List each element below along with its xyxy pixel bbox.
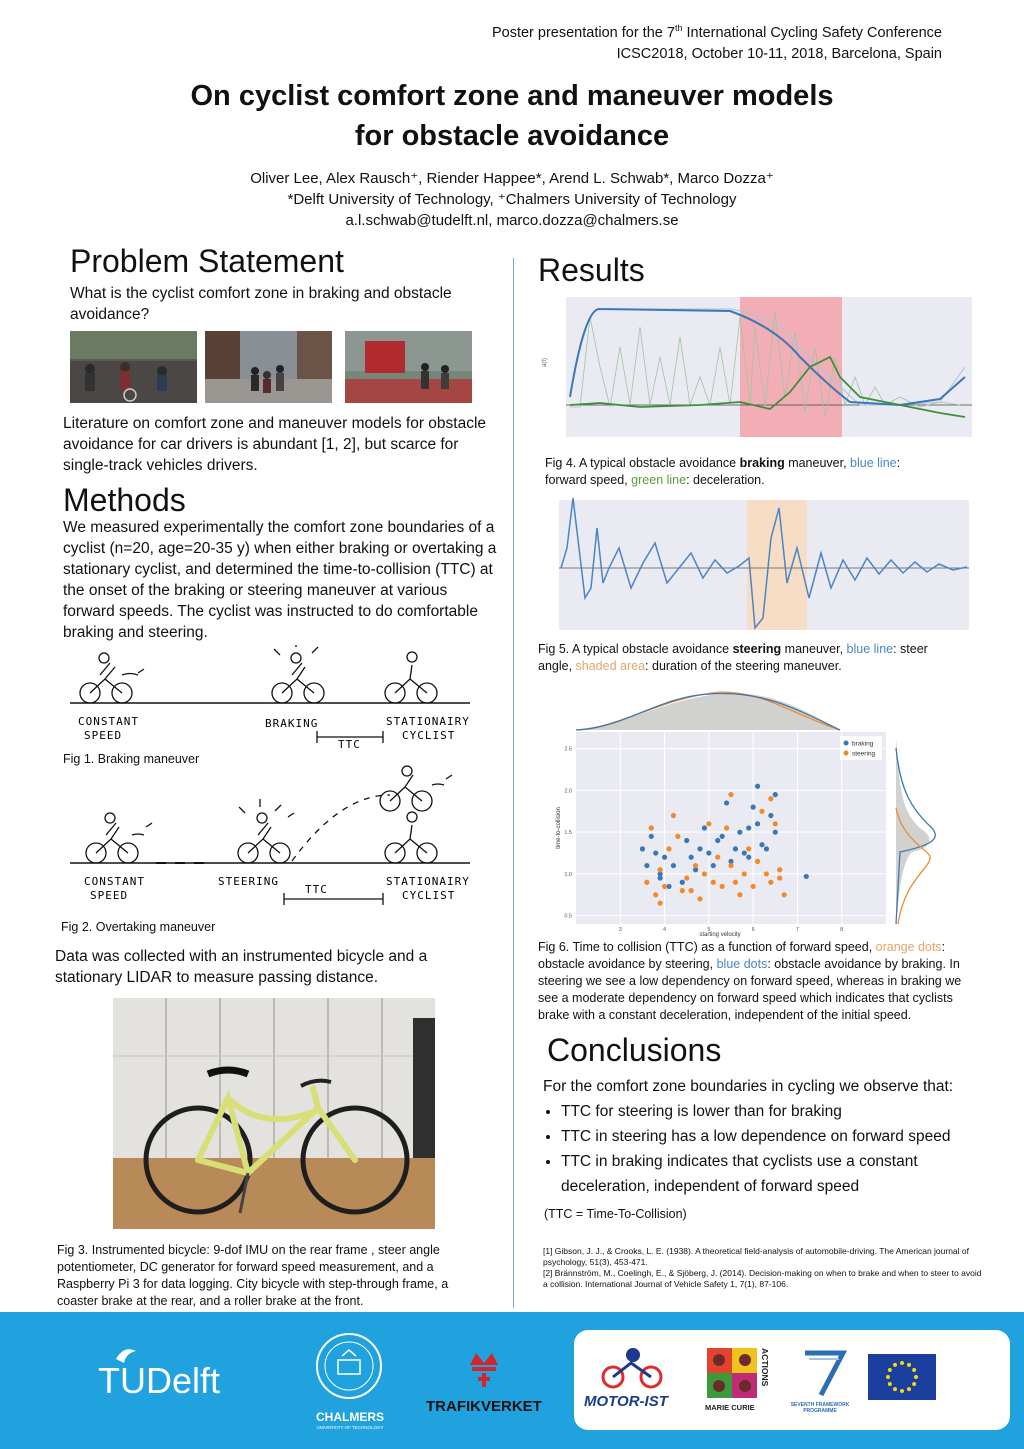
fig6-point-braking [733,846,738,851]
svg-text:a(t): a(t) [542,358,548,367]
fig1-label-stationary: STATIONAIRY [386,715,470,728]
fig1-label-ttc: TTC [338,738,361,750]
fig6-point-steering [671,813,676,818]
street-photo-1 [70,331,197,403]
fig6-legend-braking: braking [852,740,874,748]
fig6-point-braking [666,884,671,889]
actions-wordmark: ACTIONS [760,1348,770,1387]
fig6-point-braking [684,838,689,843]
fig6-right-kde [896,738,929,924]
fig6-point-braking [653,850,658,855]
fig6-point-braking [715,838,720,843]
poster-title: On cyclist comfort zone and maneuver models for obstacle avoidance [190,80,834,152]
marie-curie-wordmark: MARIE CURIE [705,1403,755,1412]
fig1-braking-sketch [60,645,480,750]
fig6-ytick-label: 2.0 [564,788,572,795]
methods-text: We measured experimentally the comfort zone boundaries of a cyclist (n=20, age=20-35 y) when either braking or overtaking a stationary cyclist, and determined the time-to-collision (TTC) at the onset of the braking or steering maneuver at various forward speeds. The cyclist was instructed to do comfortable braking and steering. [63,519,497,641]
fig6-point-steering [684,875,689,880]
fig6-point-steering [751,884,756,889]
conclusions-intro: For the comfort zone boundaries in cycling we observe that: [543,1078,954,1095]
conclusions-list [543,1099,971,1199]
fig6-point-steering [742,871,747,876]
fig6-xtick-label: 4 [663,927,667,933]
fig3-caption: Fig 3. Instrumented bicycle: 9-dof IMU on the rear frame , steer angle potentiometer, DC generator for forward speed measurement, and a Raspberry Pi 3 for data logging. City bicycle with step-through frame, a coaster brake at the rear, and a roller brake at the front. [57,1243,449,1308]
fig6-point-braking [720,834,725,839]
eu-star-icon [907,1387,911,1391]
fig6-point-steering [746,846,751,851]
fig2-label-constant: CONSTANT [84,875,145,888]
fig6-point-steering [773,821,778,826]
fig6-xtick-label: 7 [795,927,799,933]
fig6-xtick-label: 6 [751,927,755,933]
fig5-steering-shade [747,500,807,630]
fig6-point-steering [768,796,773,801]
fig2-overtaking-sketch [60,765,480,910]
fig5-steering-chart [535,488,975,638]
fig4-braking-shade [740,297,842,437]
fig6-point-steering [755,859,760,864]
eu-star-icon [912,1382,916,1386]
fig6-caption: Fig 6. Time to collision (TTC) as a function of forward speed, orange dots: obstacle avoidance by steering, blue dots: obstacle avoidance by braking. In steering we see a low dependency on forward speed, whereas in braking we see a moderate dependency on forward speed which indicates that cyclists brake with a constant deceleration, independent of the initial speed. [538,940,962,1022]
fig6-point-steering [653,892,658,897]
fig6-point-steering [728,863,733,868]
eu-star-icon [900,1389,904,1393]
eu-star-icon [888,1368,892,1372]
fig6-point-braking [662,855,667,860]
fig5-caption: Fig 5. A typical obstacle avoidance steering maneuver, blue line: steer angle, shaded area: duration of the steering maneuver. [538,642,928,673]
fig6-ytick-label: 0.5 [564,913,572,920]
column-divider [513,258,514,1308]
tudelft-wordmark: TUDelft [98,1360,221,1401]
fp7-seven-icon [795,1345,855,1400]
author-names: Oliver Lee, Alex Rausch⁺, Riender Happee*, Arend L. Schwab*, Marco Dozza⁺ [250,170,774,187]
fp7-wordmark: SEVENTH FRAMEWORK PROGRAMME [790,1402,850,1414]
fig6-point-steering [689,888,694,893]
motorist-wordmark: MOTOR-IST [584,1393,668,1410]
eu-flag-icon [868,1354,936,1400]
eu-star-icon [907,1363,911,1367]
fig6-point-braking [680,880,685,885]
fig1-label-constant: CONSTANT [78,715,139,728]
conclusion-item: • TTC for steering is lower than for braking [561,1099,971,1124]
fig1-caption: Fig 1. Braking maneuver [63,752,200,766]
fig2-label-ttc: TTC [305,883,328,896]
fig1-label-braking: BRAKING [265,717,319,730]
ttc-definition: (TTC = Time-To-Collision) [544,1207,687,1221]
fig6-plot-area [576,732,886,924]
fig6-point-braking [746,825,751,830]
fig6-xtick-label: 5 [707,927,711,933]
eu-star-icon [900,1361,904,1365]
methods-heading: Methods [63,482,186,518]
problem-question: What is the cyclist comfort zone in braking and obstacle avoidance? [70,285,452,323]
fig4-caption: Fig 4. A typical obstacle avoidance braking maneuver, blue line: forward speed, green line: deceleration. [545,456,901,487]
fig6-point-steering [693,863,698,868]
fig6-point-steering [658,901,663,906]
fig6-ytick-label: 2.5 [564,746,572,753]
fig6-legend-steering: steering [852,750,876,758]
fig6-point-braking [751,805,756,810]
fig6-point-steering [720,884,725,889]
fig2-label-speed: SPEED [90,889,129,902]
fig6-point-braking [689,855,694,860]
conclusion-item: • TTC in steering has a low dependence on forward speed [561,1124,971,1149]
fig2-label-stationary: STATIONAIRY [386,875,470,888]
fig6-point-steering [702,871,707,876]
fig1-label-speed: SPEED [84,729,123,742]
conference-note: Poster presentation for the 7th International Cycling Safety Conference ICSC2018, October 10-11, 2018, Barcelona, Spain [491,23,942,62]
street-photo-2 [205,331,332,403]
fig6-point-steering [658,867,663,872]
fig6-xtick-label: 8 [840,927,844,933]
problem-heading: Problem Statement [70,243,344,279]
fig6-point-braking [706,850,711,855]
fig6-point-steering [777,875,782,880]
fig6-point-steering [675,834,680,839]
fig6-point-steering [644,880,649,885]
fig6-point-braking [702,825,707,830]
fig6-ylabel: time-to-collision [556,807,562,849]
tudelft-logo [98,1345,248,1410]
eu-star-icon [886,1375,890,1379]
fig6-point-braking [742,850,747,855]
motorist-bike-icon [595,1345,670,1390]
fig6-point-steering [666,846,671,851]
author-emails: a.l.schwab@tudelft.nl, marco.dozza@chalmers.se [345,212,679,229]
fig6-point-steering [759,809,764,814]
author-affiliations: *Delft University of Technology, ⁺Chalmers University of Technology [287,191,737,208]
fig6-ttc-scatter [540,688,940,938]
fig6-point-braking [737,830,742,835]
fig6-point-braking [773,830,778,835]
fig6-point-braking [746,855,751,860]
fig6-point-steering [711,880,716,885]
fig1-label-cyclist: CYCLIST [402,729,456,742]
fig6-point-steering [764,871,769,876]
fig4-braking-chart [540,287,980,442]
eu-star-icon [893,1387,897,1391]
fig6-point-steering [706,821,711,826]
fig6-point-braking [724,800,729,805]
results-heading: Results [538,252,645,288]
fig6-point-braking [697,846,702,851]
chalmers-seal-icon [314,1330,384,1405]
fig6-point-braking [640,846,645,851]
fig2-label-steering: STEERING [218,875,279,888]
fig6-point-steering [728,792,733,797]
fig2-caption: Fig 2. Overtaking maneuver [61,920,216,934]
fig2-label-cyclist: CYCLIST [402,889,456,902]
eu-star-icon [914,1375,918,1379]
fig6-point-steering [724,825,729,830]
fig6-ytick-label: 1.5 [564,830,572,837]
fig6-point-braking [773,792,778,797]
fig6-point-steering [768,880,773,885]
fig6-point-steering [649,825,654,830]
marie-curie-logo [707,1348,757,1398]
fig6-point-braking [759,842,764,847]
fig6-point-braking [644,863,649,868]
fig6-point-steering [662,884,667,889]
fig6-point-steering [715,855,720,860]
fig6-point-braking [768,813,773,818]
conclusions-heading: Conclusions [547,1032,722,1068]
references [543,1246,988,1290]
fig6-point-braking [671,863,676,868]
eu-star-icon [912,1368,916,1372]
trafikverket-crown-icon [462,1345,506,1393]
fig6-point-steering [680,888,685,893]
data-collection-text: Data was collected with an instrumented bicycle and a stationary LIDAR to measure passing distance. [55,948,428,986]
eu-star-icon [893,1363,897,1367]
conclusion-item: • TTC in braking indicates that cyclists use a constant deceleration, independent of forward speed [561,1149,971,1199]
fig6-point-braking [804,874,809,879]
fig6-point-steering [782,892,787,897]
fig6-point-braking [764,846,769,851]
chalmers-wordmark: CHALMERS [316,1410,384,1424]
instrumented-bicycle-photo [113,998,435,1229]
fig6-xlabel: starting velocity [699,932,741,938]
trafikverket-wordmark: TRAFIKVERKET [426,1398,542,1415]
fig6-point-steering [697,896,702,901]
reference-2: [2] Brännström, M., Coelingh, E., & Sjöberg, J. (2014). Decision-making on when to brake and when to steer to avoid a collision. International Journal of Vehicle Safety 1, 7(1), 87-106. [543,1268,982,1289]
reference-1: [1] Gibson, J. J., & Crooks, L. E. (1938). A theoretical field-analysis of automobile-driving. The American journal of psychology, 51(3), 453-471. [543,1246,969,1267]
fig6-point-braking [649,834,654,839]
fig6-point-steering [777,867,782,872]
fig6-point-steering [733,880,738,885]
author-block [0,168,1024,231]
fig6-point-braking [755,821,760,826]
fig6-point-braking [755,784,760,789]
fig6-ytick-label: 1.0 [564,871,572,878]
chalmers-subtitle: UNIVERSITY OF TECHNOLOGY [316,1425,384,1430]
eu-star-icon [888,1382,892,1386]
street-photo-3 [345,331,472,403]
fig6-point-braking [711,863,716,868]
literature-text: Literature on comfort zone and maneuver models for obstacle avoidance for car drivers is abundant [1, 2], but scarce for single-track vehicles drivers. [63,415,487,474]
fig6-xtick-label: 3 [618,927,622,933]
fig6-point-steering [737,892,742,897]
